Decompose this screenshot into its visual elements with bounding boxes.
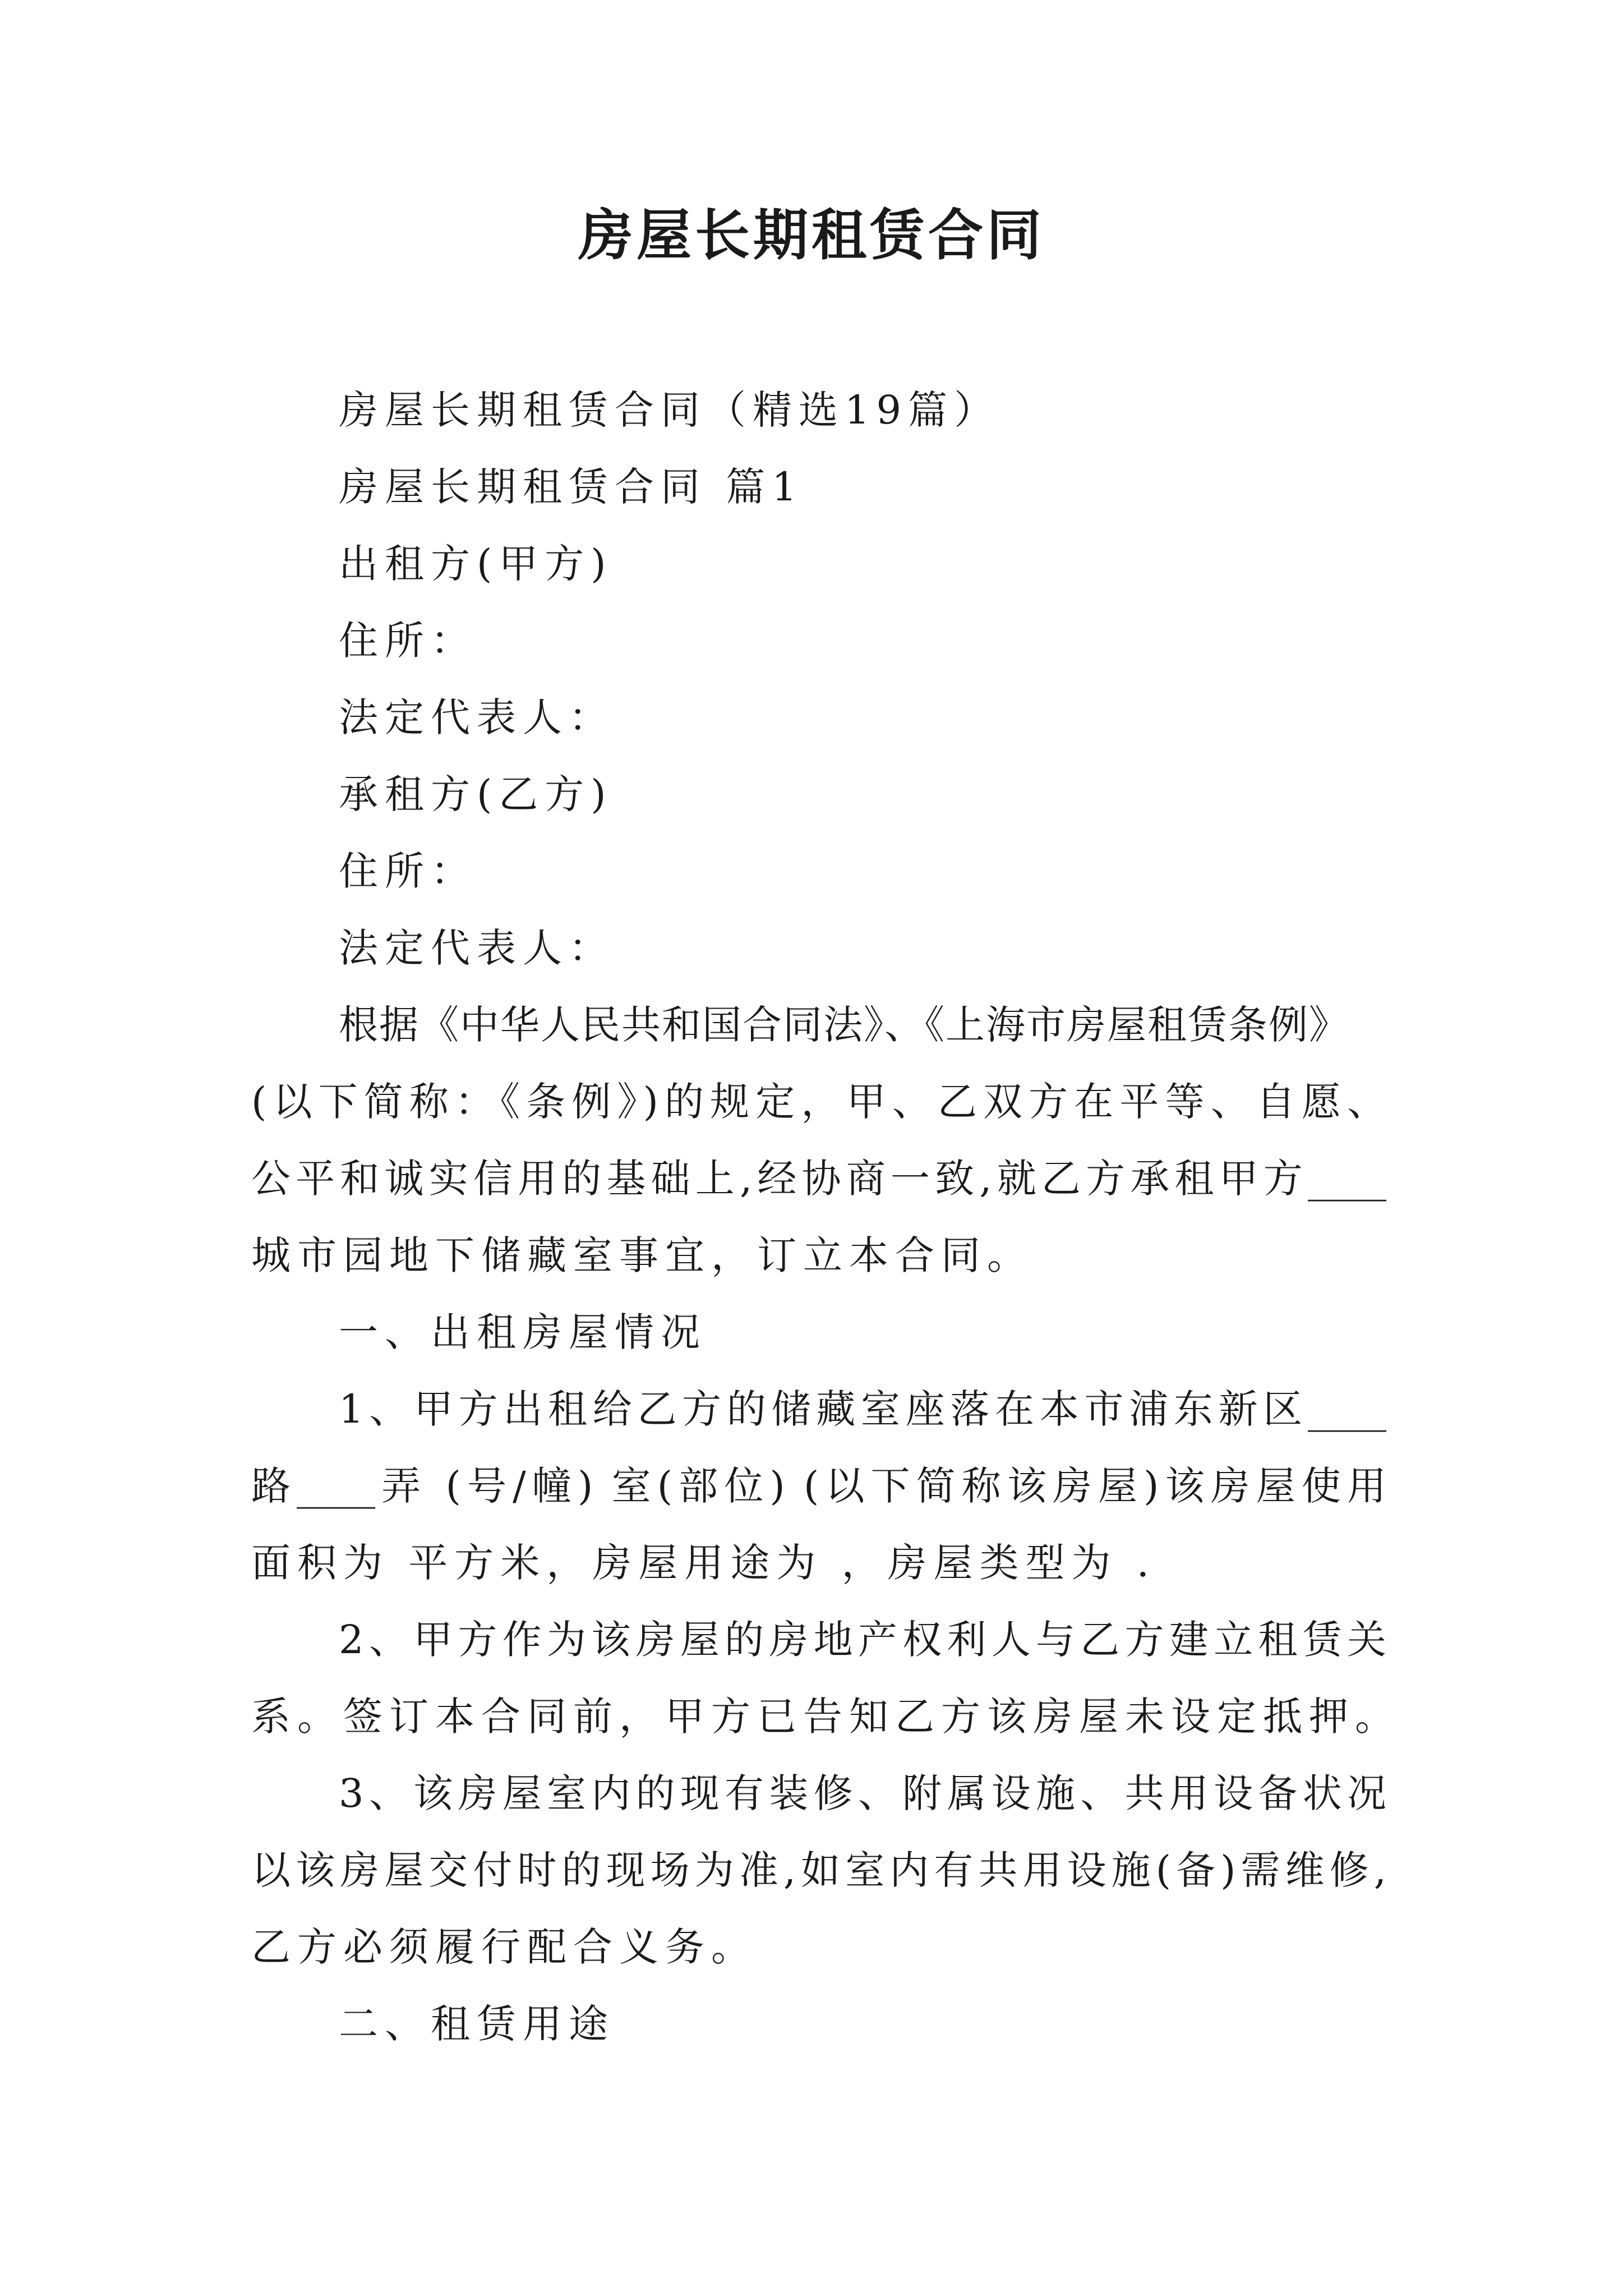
paragraph-line: 面积为 平方米，房屋用途为 ，房屋类型为 . xyxy=(251,1540,1156,1586)
lessee-address-label: 住所： xyxy=(339,848,477,894)
lessee-representative-label: 法定代表人： xyxy=(339,925,615,971)
paragraph-line: 2、甲方作为该房屋的房地产权利人与乙方建立租赁关 xyxy=(339,1617,1386,1663)
lessor-representative-label: 法定代表人： xyxy=(339,694,615,740)
lessor-label: 出租方(甲方) xyxy=(339,541,613,587)
paragraph-line: 以该房屋交付时的现场为准,如室内有共用设施(备)需维修, xyxy=(251,1847,1386,1893)
clause-heading: 二、租赁用途 xyxy=(339,2001,615,2047)
paragraph-line: 系。签订本合同前，甲方已告知乙方该房屋未设定抵押。 xyxy=(251,1694,1401,1740)
lessee-label: 承租方(乙方) xyxy=(339,771,613,817)
paragraph-line: 公平和诚实信用的基础上,经协商一致,就乙方承租甲方____ xyxy=(251,1156,1386,1202)
paragraph-line: 城市园地下储藏室事宜，订立本合同。 xyxy=(251,1232,1033,1278)
paragraph-line: (以下简称：《条例》)的规定，甲、乙双方在平等、自愿、 xyxy=(251,1079,1386,1125)
paragraph-line: 3、该房屋室内的现有装修、附属设施、共用设备状况 xyxy=(339,1770,1386,1816)
section-heading-line: 房屋长期租赁合同 篇1 xyxy=(339,464,804,510)
paragraph-line: 乙方必须履行配合义务。 xyxy=(251,1924,757,1970)
paragraph-line: 路____弄 (号/幢) 室(部位) (以下简称该房屋)该房屋使用 xyxy=(251,1463,1386,1509)
subtitle-line: 房屋长期租赁合同（精选19篇） xyxy=(339,387,1000,433)
lessor-address-label: 住所： xyxy=(339,618,477,664)
paragraph-line: 1、甲方出租给乙方的储藏室座落在本市浦东新区____ xyxy=(339,1386,1386,1432)
paragraph-line: 根据《中华人民共和国合同法》、《上海市房屋租赁条例》 xyxy=(339,1002,1349,1048)
document-title: 房屋长期租赁合同 xyxy=(578,203,1045,268)
clause-heading: 一、出租房屋情况 xyxy=(339,1309,707,1355)
